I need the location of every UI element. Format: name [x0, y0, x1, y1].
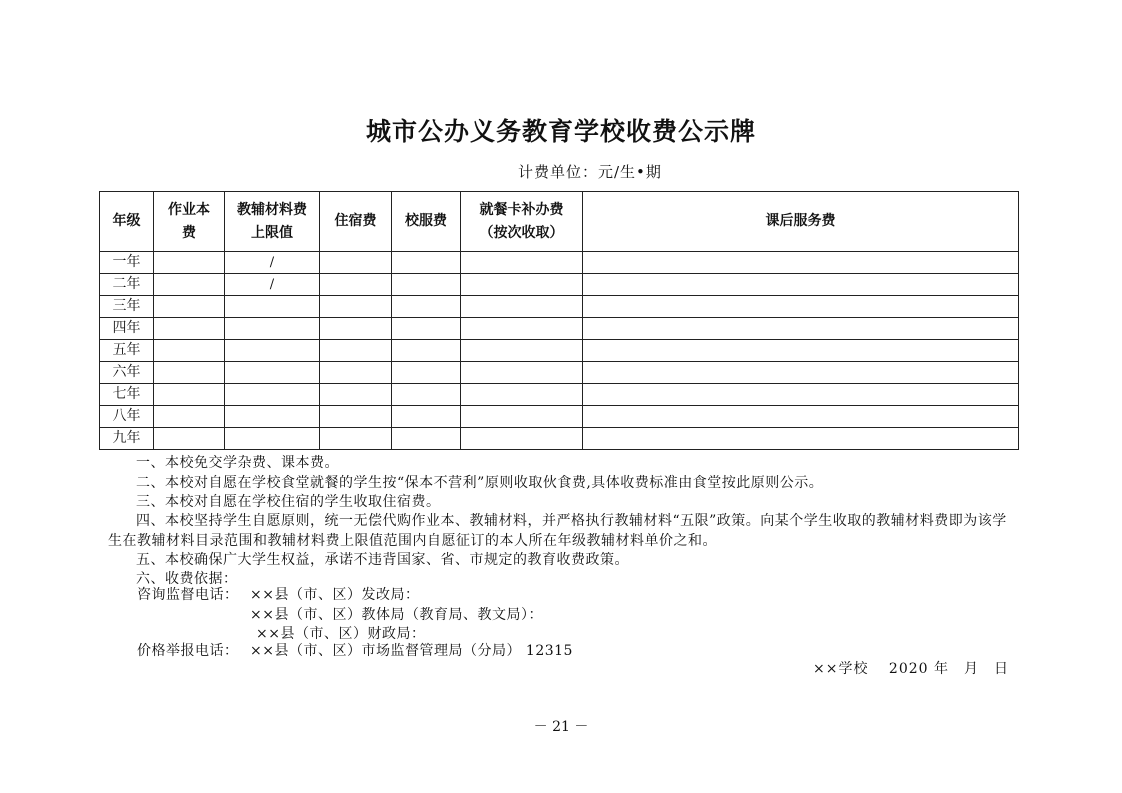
note-1: 一、本校免交学杂费、课本费。 — [136, 455, 339, 471]
cell-after-school — [583, 274, 1019, 296]
cell-uniform — [392, 318, 461, 340]
cell-meal-card — [461, 252, 583, 274]
cell-materials — [225, 340, 320, 362]
cell-grade: 九年 — [100, 428, 154, 450]
table-row — [100, 384, 1019, 406]
cell-grade: 四年 — [100, 318, 154, 340]
cell-lodging — [320, 406, 392, 428]
cell-meal-card — [461, 428, 583, 450]
cell-after-school — [583, 428, 1019, 450]
cell-grade: 一年 — [100, 252, 154, 274]
cell-grade: 二年 — [100, 274, 154, 296]
note-5: 五、本校确保广大学生权益，承诺不违背国家、省、市规定的教育收费政策。 — [136, 552, 629, 568]
cell-grade: 五年 — [100, 340, 154, 362]
table-row — [100, 428, 1019, 450]
cell-lodging — [320, 252, 392, 274]
cell-materials — [225, 384, 320, 406]
cell-workbook — [154, 274, 225, 296]
cell-after-school — [583, 296, 1019, 318]
table-row — [100, 340, 1019, 362]
header-uniform-fee: 校服费 — [392, 192, 461, 252]
cell-lodging — [320, 318, 392, 340]
header-lodging-fee: 住宿费 — [320, 192, 392, 252]
school-signature: ××学校 2020 年 月 日 — [813, 661, 1009, 677]
contact-line-2: ××县（市、区）教体局（教育局、教文局）： — [250, 607, 543, 623]
cell-materials: / — [225, 274, 320, 296]
cell-after-school — [583, 340, 1019, 362]
cell-uniform — [392, 362, 461, 384]
cell-uniform — [392, 274, 461, 296]
cell-uniform — [392, 296, 461, 318]
cell-meal-card — [461, 296, 583, 318]
cell-uniform — [392, 406, 461, 428]
table-row — [100, 318, 1019, 340]
header-grade: 年级 — [100, 192, 154, 252]
contact-line-3: ××县（市、区）财政局： — [256, 626, 426, 642]
table-row — [100, 252, 1019, 274]
table-header-row — [100, 192, 1019, 252]
cell-meal-card — [461, 274, 583, 296]
table-row — [100, 362, 1019, 384]
cell-lodging — [320, 428, 392, 450]
header-materials-fee: 教辅材料费 上限值 — [225, 192, 320, 252]
cell-lodging — [320, 384, 392, 406]
cell-workbook — [154, 362, 225, 384]
cell-workbook — [154, 252, 225, 274]
cell-uniform — [392, 252, 461, 274]
cell-workbook — [154, 428, 225, 450]
cell-workbook — [154, 406, 225, 428]
contact-line-1: ××县（市、区）发改局： — [250, 587, 420, 603]
contact-line-4: ××县（市、区）市场监督管理局（分局） 12315 — [250, 643, 573, 659]
cell-materials — [225, 296, 320, 318]
note-6: 六、收费依据： — [136, 571, 238, 587]
fee-table — [99, 191, 1019, 450]
cell-after-school — [583, 252, 1019, 274]
page-title: 城市公办义务教育学校收费公示牌 — [365, 117, 756, 146]
cell-lodging — [320, 274, 392, 296]
cell-after-school — [583, 384, 1019, 406]
cell-lodging — [320, 296, 392, 318]
cell-grade: 八年 — [100, 406, 154, 428]
note-3: 三、本校对自愿在学校住宿的学生收取住宿费。 — [136, 494, 441, 510]
cell-after-school — [583, 318, 1019, 340]
cell-workbook — [154, 340, 225, 362]
note-2: 二、本校对自愿在学校食堂就餐的学生按“保本不营利”原则收取伙食费,具体收费标准由食堂按此原则公示。 — [136, 475, 824, 491]
header-workbook-fee: 作业本 费 — [154, 192, 225, 252]
table-row — [100, 296, 1019, 318]
cell-uniform — [392, 428, 461, 450]
cell-materials — [225, 406, 320, 428]
cell-meal-card — [461, 384, 583, 406]
cell-meal-card — [461, 340, 583, 362]
report-phone-label: 价格举报电话： — [137, 643, 239, 659]
note-4: 四、本校坚持学生自愿原则，统一无偿代购作业本、教辅材料，并严格执行教辅材料“五限”政策。向某个学生收取的教辅材料费即为该学生在教辅材料目录范围和教辅材料费上限值范围内自愿征订的本人所在年级教辅材料单价之和。 — [108, 513, 1007, 549]
table-row — [100, 406, 1019, 428]
cell-grade: 六年 — [100, 362, 154, 384]
cell-materials — [225, 428, 320, 450]
cell-after-school — [583, 362, 1019, 384]
cell-workbook — [154, 296, 225, 318]
consult-phone-label: 咨询监督电话： — [137, 587, 239, 603]
cell-uniform — [392, 340, 461, 362]
header-meal-card-fee: 就餐卡补办费 （按次收取） — [461, 192, 583, 252]
cell-grade: 三年 — [100, 296, 154, 318]
cell-materials: / — [225, 252, 320, 274]
cell-materials — [225, 362, 320, 384]
cell-lodging — [320, 362, 392, 384]
cell-materials — [225, 318, 320, 340]
cell-grade: 七年 — [100, 384, 154, 406]
cell-after-school — [583, 406, 1019, 428]
cell-meal-card — [461, 318, 583, 340]
cell-workbook — [154, 318, 225, 340]
table-row — [100, 274, 1019, 296]
page-number: － 21 － — [533, 719, 589, 735]
cell-meal-card — [461, 406, 583, 428]
cell-lodging — [320, 340, 392, 362]
billing-unit: 计费单位：元/生•期 — [518, 163, 662, 181]
cell-workbook — [154, 384, 225, 406]
cell-uniform — [392, 384, 461, 406]
cell-meal-card — [461, 362, 583, 384]
header-after-school-fee: 课后服务费 — [583, 192, 1019, 252]
